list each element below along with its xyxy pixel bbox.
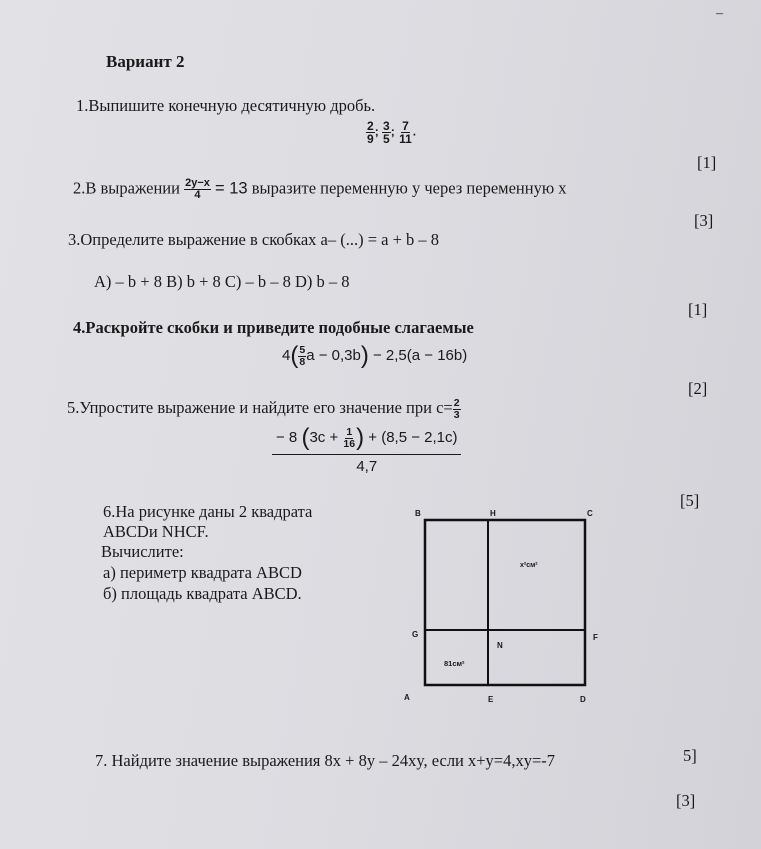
q1-score: [1] [697, 153, 717, 172]
squares-figure [400, 505, 610, 705]
q3-options: А) – b + 8 B) b + 8 C) – b – 8 D) b – 8 [94, 272, 350, 291]
q7-score-partial: 5] [683, 746, 697, 765]
q4-text: 4.Раскройте скобки и приведите подобные слагаемые [73, 318, 474, 337]
label-a: A [404, 693, 410, 702]
squares-diagram [400, 505, 610, 705]
q4-expression: 4( $\frac{5}{8}$ a − 0,3b) − 2,5(a − 16b) [282, 342, 468, 369]
label-c: C [587, 509, 593, 518]
q2-line: 2.В выражении $\frac{2y-x}{4}$ = 13 выразите переменную у через переменную х [73, 177, 567, 201]
label-g: G [412, 630, 419, 639]
area-small-label: 81см² [444, 659, 465, 668]
label-e: E [488, 695, 494, 704]
q5-line: 5.Упростите выражение и найдите его значение при с= $\frac{2}{3}$ [67, 397, 460, 421]
label-b: B [415, 509, 421, 518]
q1-fractions: $\frac{2}{9}$ ; $\frac{3}{5}$ ; $\frac{7}{11}$ . [367, 119, 417, 146]
q3-text: 3.Определите выражение в скобках а– (...) = а + b – 8 [68, 230, 440, 249]
q1-text: 1.Выпишите конечную десятичную дробь. [76, 96, 376, 115]
q6-line3: Вычислите: [101, 542, 184, 561]
q5-expression: − 8 (3c + $\frac{1}{16}$ ) + (8,5 − 2,1c) 4,7 [272, 424, 461, 475]
corner-dash: – [716, 6, 723, 21]
q6-line4: а) периметр квадрата ABCD [103, 563, 302, 582]
q3-score: [1] [688, 300, 708, 319]
label-n: N [497, 641, 503, 650]
area-big-label: x²см² [520, 562, 538, 569]
q6-line2: ABCDи NHCF. [103, 522, 209, 541]
label-h: H [490, 509, 496, 518]
label-d: D [580, 695, 586, 704]
label-f: F [593, 633, 598, 642]
q6-line1: 6.На рисунке даны 2 квадрата [103, 502, 313, 521]
q7-text: 7. Найдите значение выражения 8x + 8y – 24xy, если x+y=4,xy=-7 [95, 751, 556, 770]
q5-score: [5] [680, 491, 700, 510]
q4-score: [2] [688, 379, 708, 398]
q6-line5: б) площадь квадрата ABCD. [103, 584, 302, 603]
q2-score: [3] [694, 211, 714, 230]
variant-title: Вариант 2 [106, 52, 185, 71]
q7-score: [3] [676, 791, 696, 810]
